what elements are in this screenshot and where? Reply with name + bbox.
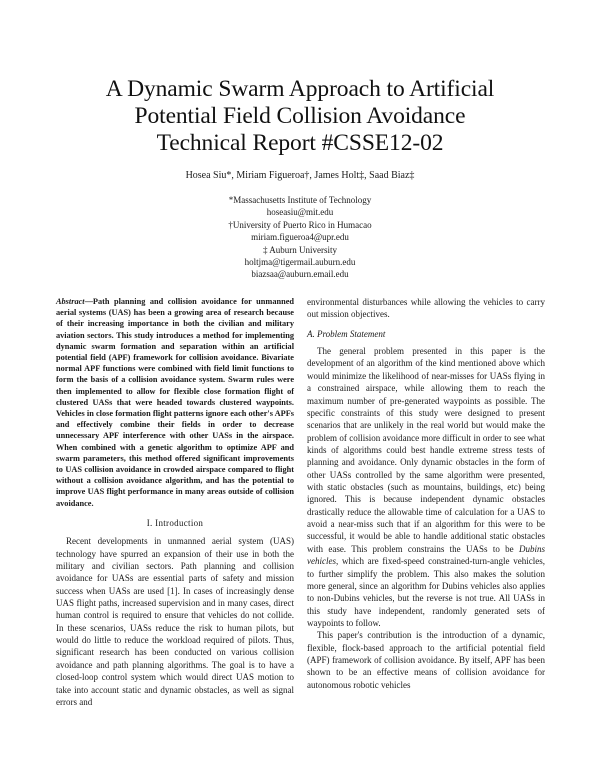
paper-title (40, 76, 560, 157)
affiliation-mit: *Massachusetts Institute of Technology (228, 195, 372, 205)
abstract (56, 296, 294, 509)
email-biaz: biazsaa@auburn.email.edu (251, 269, 349, 280)
abstract-lead: Abstract (56, 297, 85, 306)
problem-text-a: The general problem presented in this paper is the development of an algorithm of the kind mentioned above which would minimize the likelihood of near-misses for UASs flying in a constrained airspace, while allowing them to reach the maximum number of pre-generated waypoints as possible. The specific constraints of this study were designed to present scenarios that are unlikely in the real world but would make the problem of collision avoidance more difficult in order to see what kinds of algorithms could best handle extreme stress tests of planning and avoidance. Only dynamic obstacles in the form of other UASs controlled by the same algorithm were presented, with static obstacles (such as mountains, buildings, etc) being ignored. This is because independent dynamic obstacles drastically reduce the allowable time of calculation for a UAS to avoid a near-miss such that if an algorithm for this were to be successful, it would be able to handle additional static obstacles with ease. This problem constrains the UASs to be (307, 346, 545, 554)
title-line-3: Technical Report #CSSE12-02 (156, 130, 444, 156)
left-column (56, 296, 294, 708)
intro-paragraph: Recent developments in unmanned aerial system (UAS) technology have spurred an expansion of their use in both the military and civilian sectors. Path planning and collision avoidance for UASs are essential parts of safety and mission success when UASs are used [1]. In cases of increasingly dense UAS flight paths, increased supervision and in many cases, direct human control is required to ensure that vehicles do not collide. In these scenarios, UASs reduce the risk to human pilots, but would do little to reduce the workload required of pilots. Thus, significant research has been conducted on various collision avoidance and path planning algorithms. The goal is to have a closed-loop control system which would direct UAS motion to take into account static and dynamic obstacles, as well as signal errors and (56, 536, 294, 707)
contribution-paragraph: This paper's contribution is the introduction of a dynamic, flexible, flock-based approach to the artificial potential field (APF) framework of collision avoidance. By itself, APF has been shown to be an effective means of collision avoidance for autonomous robotic vehicles (307, 630, 545, 690)
affiliations (0, 194, 600, 281)
problem-text-b: , which are fixed-speed constrained-turn-angle vehicles, to further simplify the problem. This also makes the solution more general, since an algorithm for Dubins vehicles also applies to non-Dubins vehicles, but the reverse is not true. All UASs in this study have independent, randomly generated sets of waypoints to follow. (307, 556, 545, 628)
affiliation-auburn: ‡ Auburn University (263, 244, 337, 255)
email-siu: hoseasiu@mit.edu (266, 207, 334, 218)
abstract-text: —Path planning and collision avoidance for unmanned aerial systems (UAS) has been a growing area of research because of their increasing importance in both the civilian and military aviation sectors. This study introduces a method for implementing dynamic swarm formation and separation within an artificial potential field (APF) framework for collision avoidance. Bivariate normal APF functions were combined with field limit functions to form the basis of a collision avoidance system. Swarm rules were then implemented to allow for flexible close formation flight of clustered UASs that were headed towards clustered waypoints. Vehicles in close formation flight patterns ignore each other's APFs and effectively combine their fields in order to decrease unnecessary APF interference with other UASs in the airspace. When combined with a genetic algorithm to optimize APF and swarm parameters, this method offered significant improvements to UAS collision avoidance in crowded airspace compared to flight without a collision avoidance algorithm, and has the potential to improve UAS flight performance in many areas outside of collision avoidance. (56, 297, 294, 508)
subsection-heading-problem-statement: A. Problem Statement (307, 328, 386, 339)
affiliation-upr: †University of Puerto Rico in Humacao (228, 219, 372, 230)
email-holt: holtjma@tigermail.auburn.edu (244, 257, 356, 268)
intro-continuation: environmental disturbances while allowing the vehicles to carry out mission objectives. (307, 297, 545, 320)
right-column (307, 296, 545, 691)
email-figueroa: miriam.figueroa4@upr.edu (251, 232, 349, 243)
problem-statement-paragraph (307, 345, 545, 629)
section-heading-introduction: I. Introduction (146, 517, 204, 528)
author-list: Hosea Siu*, Miriam Figueroa†, James Holt‡, Saad Biaz‡ (185, 170, 415, 181)
title-line-2: Potential Field Collision Avoidance (134, 103, 466, 129)
title-line-1: A Dynamic Swarm Approach to Artificial (105, 76, 495, 102)
dubins-vehicles-term: Dubins vehicles (307, 543, 545, 567)
